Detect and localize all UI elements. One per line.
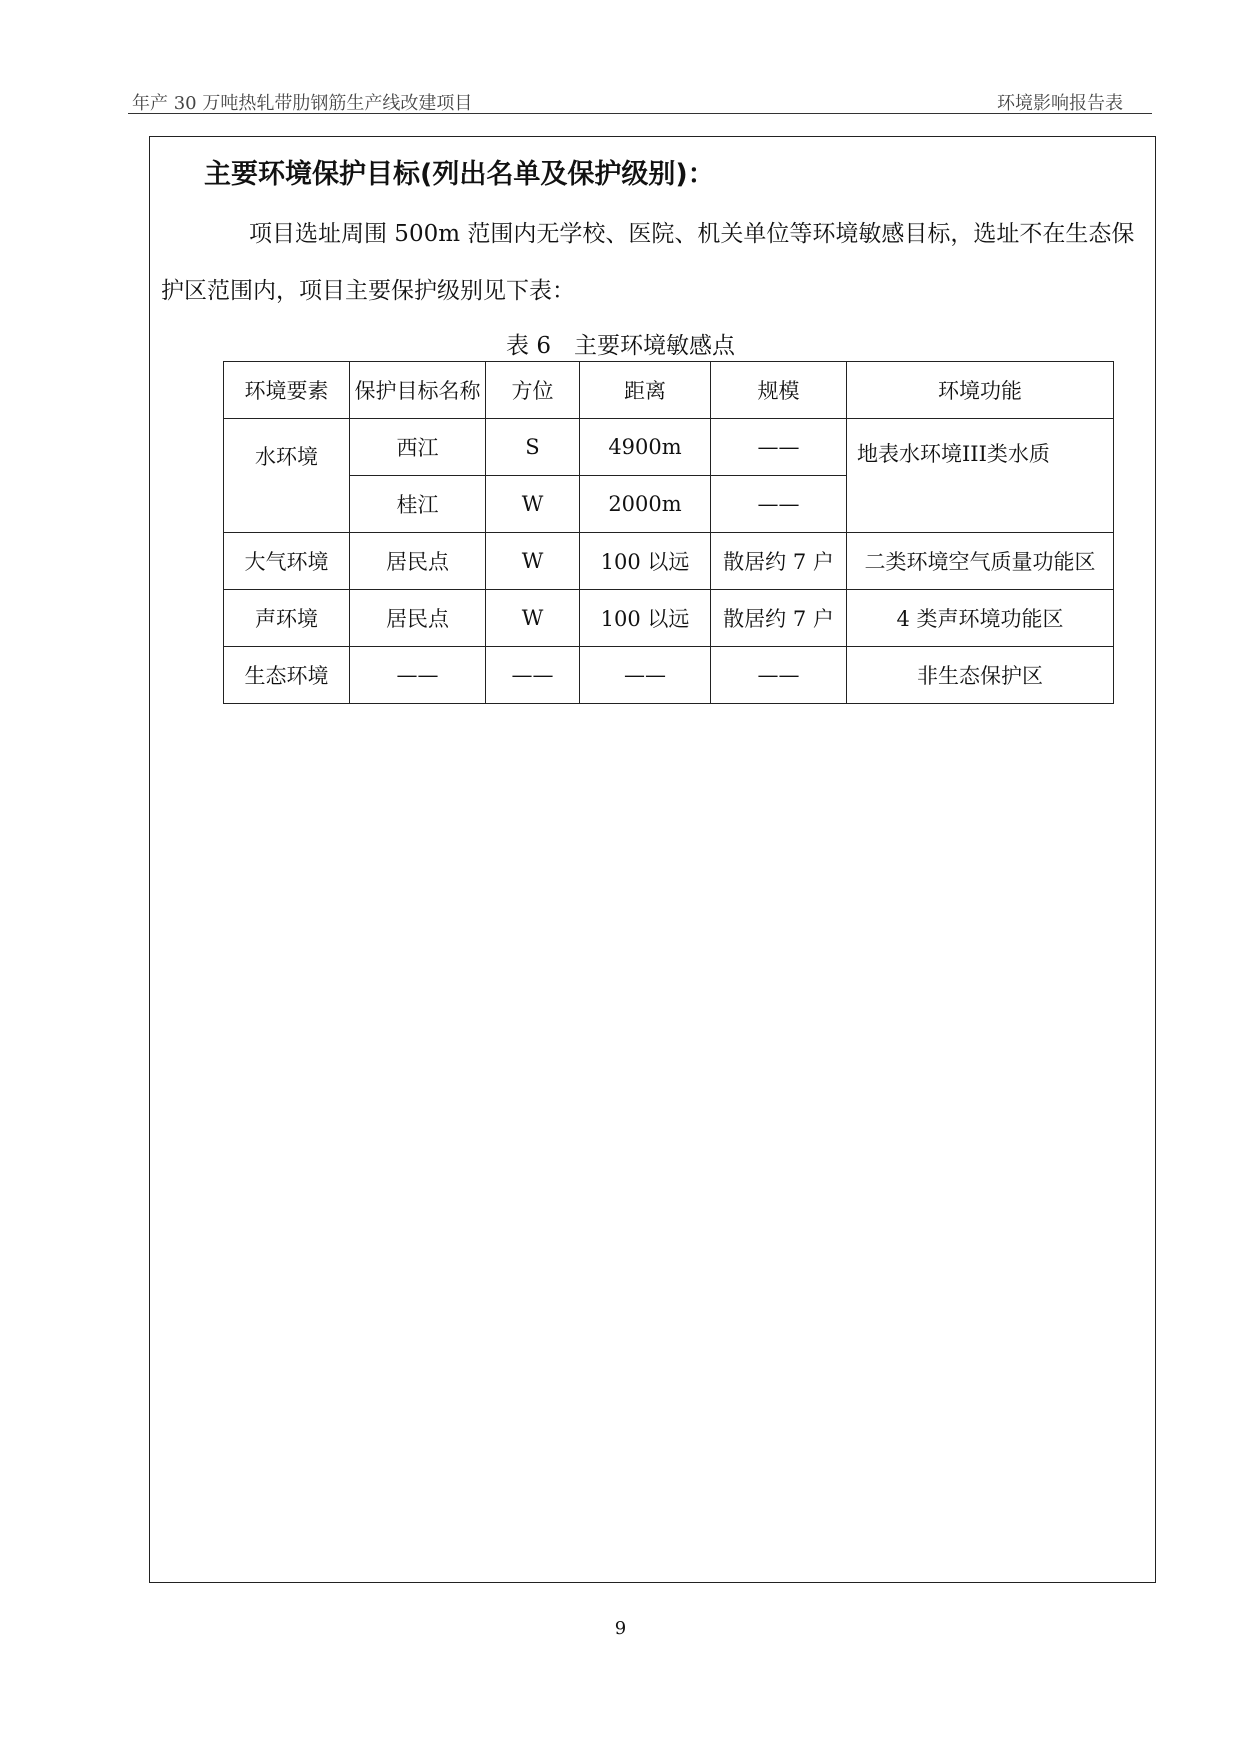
cell-function-text: 地表水环境III类水质 (857, 441, 1050, 466)
column-header: 规模 (711, 362, 847, 419)
cell-direction: —— (486, 647, 580, 704)
cell-scale: 散居约 7 户 (711, 533, 847, 590)
table-header-row (224, 362, 1114, 419)
table-row (224, 647, 1114, 704)
cell-element: 生态环境 (224, 647, 350, 704)
page-number: 9 (614, 1618, 627, 1639)
cell-function: 4 类声环境功能区 (847, 590, 1114, 647)
table-row (224, 590, 1114, 647)
table-row (224, 419, 1114, 476)
sensitive-points-table (223, 361, 1114, 704)
cell-function: 二类环境空气质量功能区 (847, 533, 1114, 590)
cell-name: 桂江 (350, 476, 486, 533)
cell-distance: —— (580, 647, 711, 704)
cell-name: —— (350, 647, 486, 704)
column-header: 环境要素 (224, 362, 350, 419)
cell-function: 非生态保护区 (847, 647, 1114, 704)
cell-name: 居民点 (350, 590, 486, 647)
section-paragraph: 项目选址周围 500m 范围内无学校、医院、机关单位等环境敏感目标，选址不在生态保护区范围内，项目主要保护级别见下表： (161, 221, 1135, 304)
column-header: 环境功能 (847, 362, 1114, 419)
cell-distance: 2000m (580, 476, 711, 533)
cell-distance: 4900m (580, 419, 711, 476)
cell-function (847, 419, 1114, 533)
cell-direction: W (486, 590, 580, 647)
cell-name: 西江 (350, 419, 486, 476)
cell-direction: W (486, 476, 580, 533)
table-row (224, 533, 1114, 590)
column-header: 保护目标名称 (350, 362, 486, 419)
cell-distance: 100 以远 (580, 590, 711, 647)
cell-scale: —— (711, 476, 847, 533)
cell-element: 声环境 (224, 590, 350, 647)
cell-direction: W (486, 533, 580, 590)
cell-scale: —— (711, 419, 847, 476)
page-header-left: 年产 30 万吨热轧带肋钢筋生产线改建项目 (132, 93, 473, 114)
page-header-right: 环境影响报告表 (997, 93, 1123, 114)
cell-scale: 散居约 7 户 (711, 590, 847, 647)
column-header: 方位 (486, 362, 580, 419)
cell-distance: 100 以远 (580, 533, 711, 590)
header-rule (128, 113, 1152, 114)
section-heading: 主要环境保护目标(列出名单及保护级别)： (204, 159, 715, 190)
cell-scale: —— (711, 647, 847, 704)
cell-name: 居民点 (350, 533, 486, 590)
table-caption: 表 6 主要环境敏感点 (506, 333, 735, 359)
cell-element: 水环境 (224, 419, 350, 533)
cell-direction: S (486, 419, 580, 476)
cell-element: 大气环境 (224, 533, 350, 590)
column-header: 距离 (580, 362, 711, 419)
